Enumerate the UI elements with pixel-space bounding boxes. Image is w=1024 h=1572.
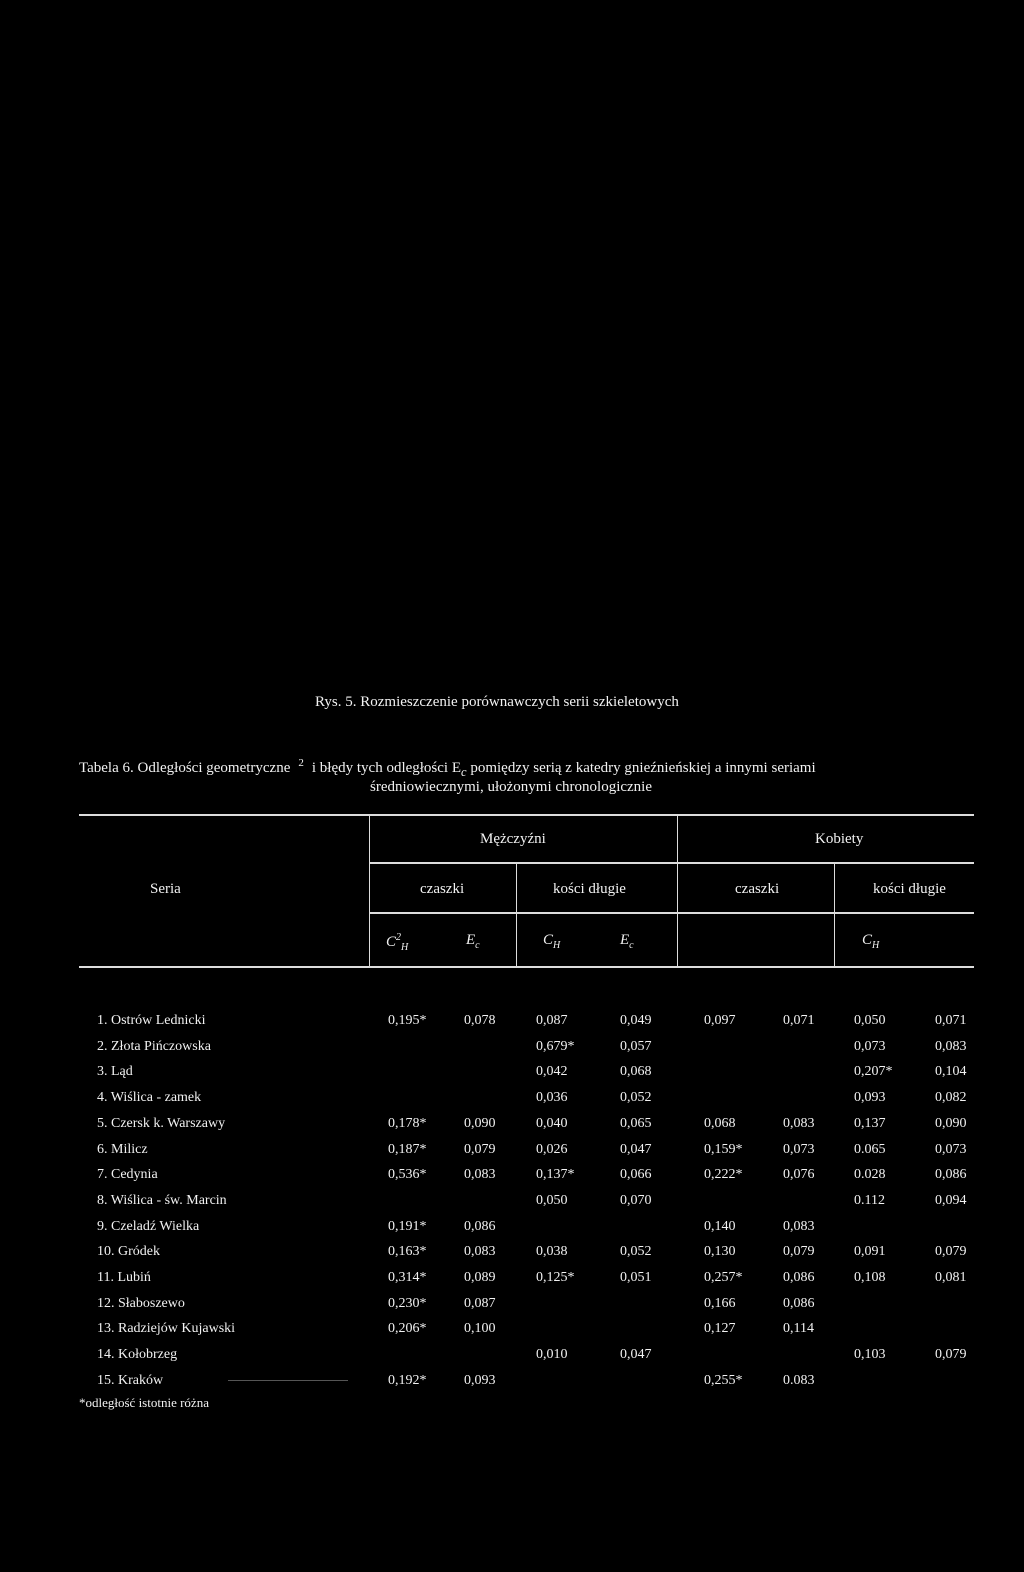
series-name: 10. Gródek [97,1244,160,1260]
series-name: 4. Wiślica - zamek [97,1090,202,1106]
seria-divider [369,814,370,966]
sub-c: c [461,765,467,779]
table-cell: 0,187* [388,1141,427,1157]
table-cell: 0,159* [704,1141,743,1157]
table-cell: 0,090 [464,1115,496,1131]
series-name: 11. Lubiń [97,1270,151,1285]
table-cell: 0,073 [854,1038,886,1054]
table-row [0,1321,1024,1343]
table-row [0,1219,1024,1241]
table-cell: 0,314* [388,1270,427,1285]
table-title-line2: średniowiecznymi, ułożonymi chronologicznie [370,779,653,795]
table-cell: 0,050 [536,1192,568,1208]
table-cell: 0,091 [854,1244,886,1260]
series-name: 13. Radziejów Kujawski [97,1321,236,1337]
table-cell: 0,191* [388,1218,427,1234]
table-cell: 0,040 [536,1115,568,1131]
table-cell: 0.028 [854,1167,886,1183]
table-cell: 0,071 [935,1013,967,1028]
table-cell: 0,093 [464,1372,496,1388]
footnote-rule [228,1380,348,1381]
table-cell: 0.112 [854,1192,885,1208]
table-cell: 0,104 [935,1064,967,1080]
table-cell: 0,047 [620,1141,652,1157]
series-name: 3. Ląd [97,1064,133,1080]
table-cell: 0,086 [935,1167,967,1183]
table-cell: 0,070 [620,1192,652,1208]
table-cell: 0,026 [536,1141,568,1157]
table-cell: 0,068 [620,1064,652,1080]
table-cell: 0,068 [704,1115,736,1131]
men-header: Mężczyźni [480,831,546,847]
title-rest: i błędy tych odległości E [311,760,462,776]
table-row [0,1270,1024,1292]
table-cell: 0,073 [935,1141,967,1157]
table-row [0,1039,1024,1061]
series-name: 8. Wiślica - św. Marcin [97,1192,227,1208]
table-cell: 0,057 [620,1038,652,1054]
table-cell: 0,257* [704,1270,743,1285]
table-cell: 0,127 [704,1321,736,1337]
table-cell: 0,071 [783,1013,815,1028]
table-cell: 0,076 [783,1167,815,1183]
table-row [0,1064,1024,1086]
table-cell: 0,679* [536,1038,575,1054]
table-cell: 0,036 [536,1090,568,1106]
series-name: 12. Słaboszewo [97,1295,185,1311]
series-name: 14. Kołobrzeg [97,1347,178,1363]
superscript: 2 [298,757,304,769]
table-cell: 0,038 [536,1244,568,1260]
header-bottom-rule [79,966,974,968]
table-cell: 0,086 [464,1218,496,1234]
table-row [0,1142,1024,1164]
table-cell: 0,087 [464,1295,496,1311]
table-cell: 0,047 [620,1347,652,1363]
table-cell: 0,100 [464,1321,496,1337]
table-cell: 0,052 [620,1090,652,1106]
table-cell: 0,140 [704,1218,736,1234]
men-skulls-header: czaszki [420,881,465,897]
table-cell: 0,090 [935,1115,967,1131]
table-cell: 0,230* [388,1295,427,1311]
ch2-symbol-men-skulls: $C^2_H$ [386,932,409,953]
ch-symbol-women-bones: $C_H$ [862,932,880,951]
table-cell: 0,086 [783,1295,815,1311]
series-name: 7. Cedynia [97,1167,158,1183]
table-cell: 0,079 [935,1347,967,1363]
table-label: Tabela 6. Odległości geometryczne [79,760,291,776]
group-rule [370,862,974,864]
table-cell: 0,081 [935,1270,967,1285]
table-cell: 0,137 [854,1115,886,1131]
women-sub-divider [834,862,835,966]
table-cell: 0,087 [536,1013,568,1028]
table-cell: 0.083 [783,1372,815,1388]
table-cell: 0,083 [783,1218,815,1234]
series-name: 9. Czeladź Wielka [97,1218,200,1234]
table-cell: 0,195* [388,1013,427,1028]
table-row [0,1013,1024,1035]
footnote: *odległość istotnie różna [79,1395,209,1410]
series-name: 2. Złota Pińczowska [97,1038,211,1054]
table-row [0,1193,1024,1215]
table-cell: 0,137* [536,1167,575,1183]
top-rule [79,814,974,816]
table-row [0,1347,1024,1369]
table-cell: 0,083 [464,1167,496,1183]
table-row [0,1090,1024,1112]
table-cell: 0,125* [536,1270,575,1285]
women-skulls-header: czaszki [735,881,780,897]
table-cell: 0,042 [536,1064,568,1080]
men-bones-header: kości długie [553,881,626,897]
table-cell: 0,206* [388,1321,427,1337]
table-row [0,1167,1024,1189]
sub-rule [370,912,974,914]
table-cell: 0,114 [783,1321,814,1337]
table-row [0,1296,1024,1318]
table-cell: 0,066 [620,1167,652,1183]
table-cell: 0,207* [854,1064,893,1080]
table-title [79,757,816,780]
series-name: 15. Kraków [97,1372,164,1388]
women-bones-header: kości długie [873,881,946,897]
table-cell: 0,103 [854,1347,886,1363]
table-cell: 0,083 [783,1115,815,1131]
table-cell: 0,097 [704,1013,736,1028]
series-name: 5. Czersk k. Warszawy [97,1115,226,1131]
table-cell: 0,083 [464,1244,496,1260]
table-row [0,1373,1024,1395]
table-cell: 0,073 [783,1141,815,1157]
table-cell: 0,093 [854,1090,886,1106]
table-cell: 0,049 [620,1013,652,1028]
men-sub-divider [516,862,517,966]
table-cell: 0,083 [935,1038,967,1054]
table-cell: 0,089 [464,1270,496,1285]
table-cell: 0,051 [620,1270,652,1285]
table-cell: 0.065 [854,1141,886,1157]
series-name: 1. Ostrów Lednicki [97,1013,206,1028]
table-cell: 0,163* [388,1244,427,1260]
table-cell: 0,086 [783,1270,815,1285]
table-cell: 0,052 [620,1244,652,1260]
table-cell: 0,079 [783,1244,815,1260]
table-cell: 0,536* [388,1167,427,1183]
table-cell: 0,079 [935,1244,967,1260]
title-end: pomiędzy serią z katedry gnieźnieńskiej a innymi seriami [470,760,816,776]
table-cell: 0,065 [620,1115,652,1131]
table-cell: 0,130 [704,1244,736,1260]
figure-caption: Rys. 5. Rozmieszczenie porównawczych serii szkieletowych [315,694,679,710]
women-header: Kobiety [815,831,864,847]
table-cell: 0,079 [464,1141,496,1157]
table-cell: 0,222* [704,1167,743,1183]
table-cell: 0,078 [464,1013,496,1028]
ec-symbol-men-bones: $E_c$ [620,932,634,951]
table-cell: 0,010 [536,1347,568,1363]
table-cell: 0,082 [935,1090,967,1106]
series-name: 6. Milicz [97,1141,148,1157]
table-row [0,1116,1024,1138]
table-cell: 0,166 [704,1295,736,1311]
table-cell: 0,108 [854,1270,886,1285]
ec-symbol-men-skulls: $E_c$ [466,932,480,951]
seria-header: Seria [150,881,181,897]
table-cell: 0,255* [704,1372,743,1388]
table-cell: 0,050 [854,1013,886,1028]
sex-divider [677,814,678,966]
ch-symbol-men-bones: $C_H$ [543,932,561,951]
table-cell: 0,094 [935,1192,967,1208]
table-cell: 0,178* [388,1115,427,1131]
table-cell: 0,192* [388,1372,427,1388]
table-row [0,1244,1024,1266]
